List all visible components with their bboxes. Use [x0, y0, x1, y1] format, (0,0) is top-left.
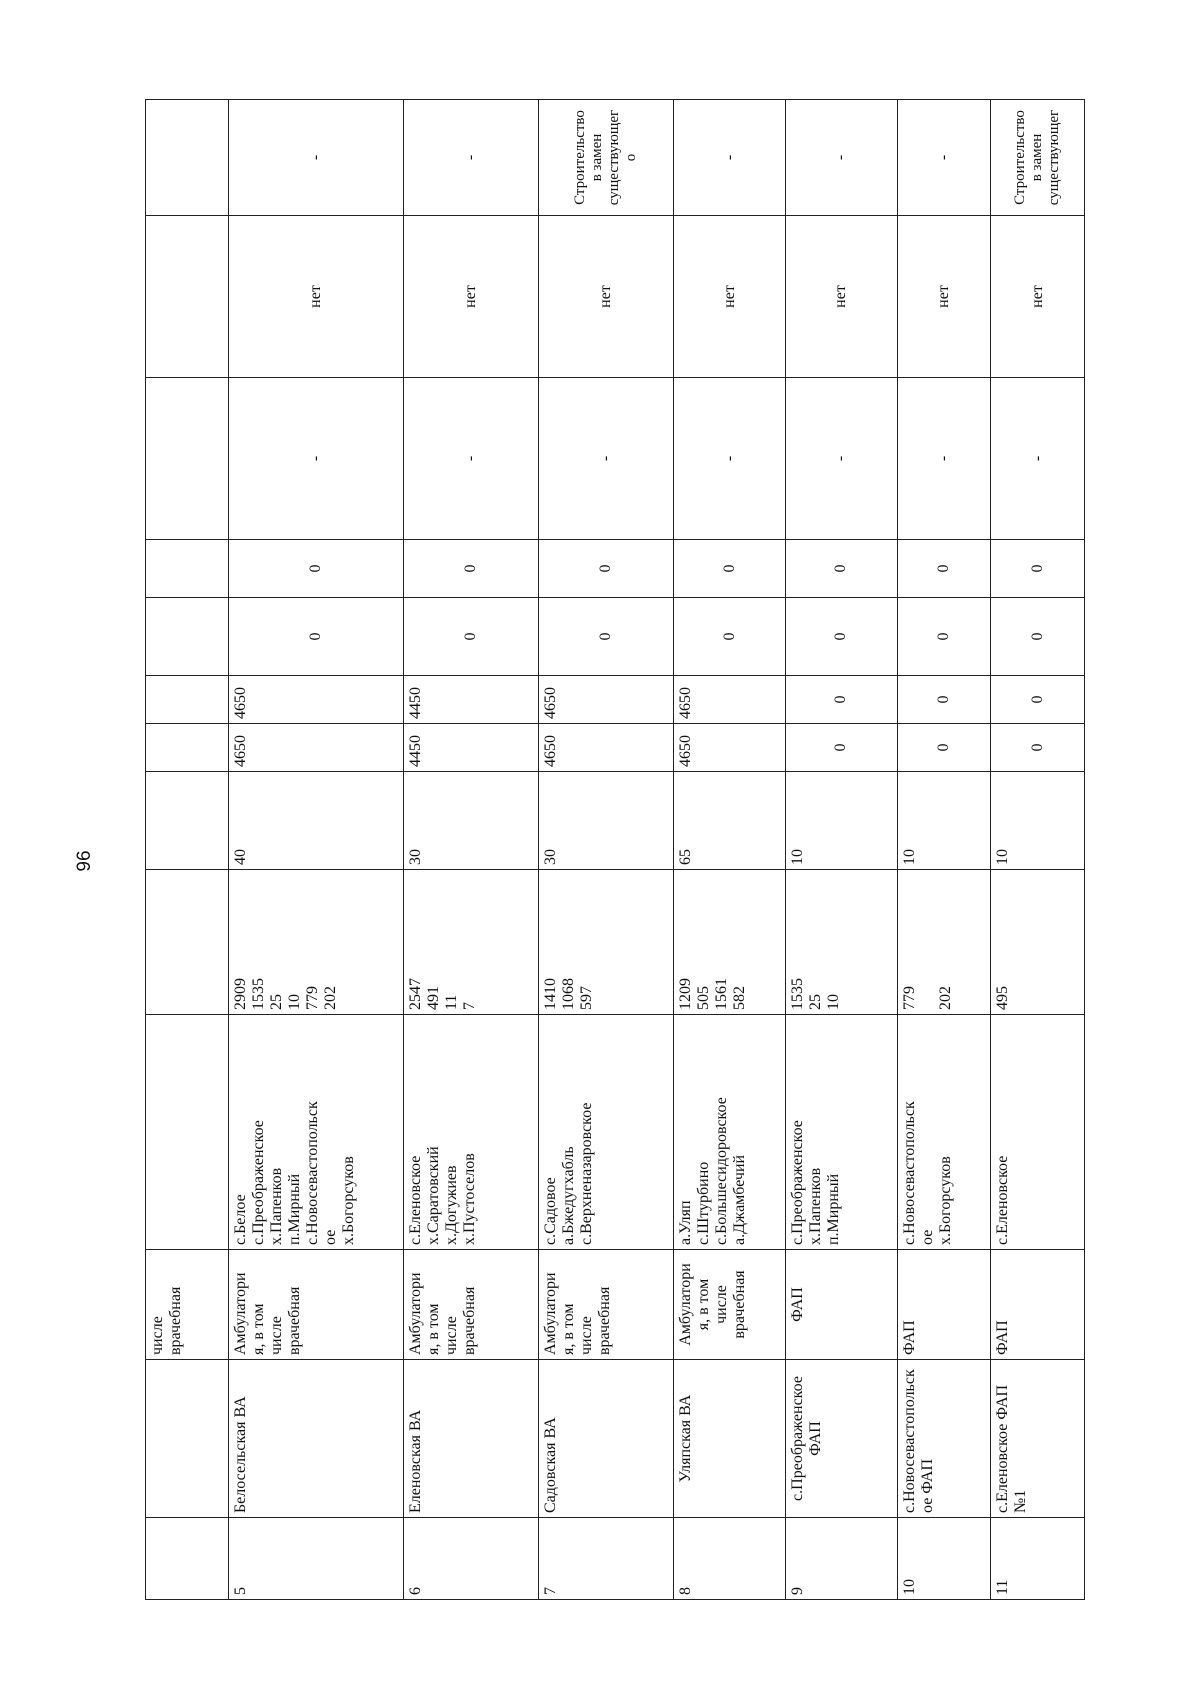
value-d: 0 — [786, 540, 898, 598]
table-cell — [146, 1360, 229, 1518]
population: 1535 25 10 — [786, 870, 898, 1015]
facility-name: Еленовская ВА — [404, 1360, 539, 1518]
value-d: 0 — [991, 540, 1085, 598]
facility-type: Амбулатори я, в том числе врачебная — [539, 1250, 674, 1360]
value-b: 0 — [991, 676, 1085, 724]
value-g: Строительство в замен существующег о — [539, 100, 674, 216]
table-row — [897, 100, 991, 1600]
settlements: с.Белое с.Преображенское х.Папенков п.Мирный с.Новосевастопольск ое х.Богорсуков — [228, 1015, 403, 1250]
facility-name: Уляпская ВА — [674, 1360, 786, 1518]
table-cell — [146, 676, 229, 724]
rotated-table-wrapper — [145, 100, 1085, 1600]
facility-type: Амбулатори я, в том числе врачебная — [404, 1250, 539, 1360]
table-cell — [146, 1015, 229, 1250]
table-row — [404, 100, 539, 1600]
population: 1209 505 1561 582 — [674, 870, 786, 1015]
value-f: нет — [897, 216, 991, 378]
table-row — [674, 100, 786, 1600]
row-number: 11 — [991, 1518, 1085, 1600]
settlements: с.Еленовское — [991, 1015, 1085, 1250]
value-g: - — [228, 100, 403, 216]
table-cell — [146, 724, 229, 772]
value-b: 4450 — [404, 676, 539, 724]
value-f: нет — [539, 216, 674, 378]
population: 2547 491 11 7 — [404, 870, 539, 1015]
value-e: - — [404, 378, 539, 540]
facility-type: Амбулатори я, в том числе врачебная — [228, 1250, 403, 1360]
value-a: 4450 — [404, 724, 539, 772]
value-c: 0 — [404, 598, 539, 676]
settlements: а.Уляп с.Штурбино с.Большесидоровское а.Джамбечий — [674, 1015, 786, 1250]
value-a: 0 — [897, 724, 991, 772]
value-d: 0 — [897, 540, 991, 598]
capacity: 10 — [786, 772, 898, 870]
value-b: 4650 — [539, 676, 674, 724]
value-c: 0 — [539, 598, 674, 676]
settlements: с.Еленовское х.Саратовский х.Догужиев х.Пустоселов — [404, 1015, 539, 1250]
facility-type: ФАП — [897, 1250, 991, 1360]
settlements: с.Садовое а.Бжедугхабль с.Верхненазаровское — [539, 1015, 674, 1250]
value-b: 4650 — [228, 676, 403, 724]
facility-name: с.Преображенское ФАП — [786, 1360, 898, 1518]
table-cell — [146, 216, 229, 378]
page-number: 96 — [74, 850, 95, 872]
table-cell — [146, 378, 229, 540]
capacity: 10 — [897, 772, 991, 870]
table-row — [786, 100, 898, 1600]
value-c: 0 — [674, 598, 786, 676]
table-row — [146, 100, 229, 1600]
value-g: - — [897, 100, 991, 216]
value-g: - — [786, 100, 898, 216]
capacity: 65 — [674, 772, 786, 870]
facility-type: Амбулатори я, в том числе врачебная — [674, 1250, 786, 1360]
table-row — [228, 100, 403, 1600]
table-cell — [146, 100, 229, 216]
value-f: нет — [786, 216, 898, 378]
value-d: 0 — [404, 540, 539, 598]
value-a: 4650 — [539, 724, 674, 772]
facility-name: с.Новосевастопольск ое ФАП — [897, 1360, 991, 1518]
value-f: нет — [404, 216, 539, 378]
value-f: нет — [228, 216, 403, 378]
facility-name: Садовская ВА — [539, 1360, 674, 1518]
facility-name: Белосельская ВА — [228, 1360, 403, 1518]
table-row — [539, 100, 674, 1600]
value-a: 4650 — [228, 724, 403, 772]
row-number: 8 — [674, 1518, 786, 1600]
value-c: 0 — [228, 598, 403, 676]
table-cell — [146, 870, 229, 1015]
facility-type: ФАП — [786, 1250, 898, 1360]
population: 2909 1535 25 10 779 202 — [228, 870, 403, 1015]
row-number: 7 — [539, 1518, 674, 1600]
facilities-table — [145, 99, 1085, 1600]
value-b: 0 — [786, 676, 898, 724]
value-c: 0 — [897, 598, 991, 676]
population: 1410 1068 597 — [539, 870, 674, 1015]
value-b: 0 — [897, 676, 991, 724]
value-a: 4650 — [674, 724, 786, 772]
value-d: 0 — [674, 540, 786, 598]
value-g: - — [674, 100, 786, 216]
value-f: нет — [991, 216, 1085, 378]
value-a: 0 — [991, 724, 1085, 772]
value-d: 0 — [228, 540, 403, 598]
table-row — [991, 100, 1085, 1600]
value-a: 0 — [786, 724, 898, 772]
settlements: с.Новосевастопольск ое х.Богорсуков — [897, 1015, 991, 1250]
value-g: - — [404, 100, 539, 216]
table-cell — [146, 598, 229, 676]
facility-type-header-tail: числе врачебная — [146, 1250, 229, 1360]
table-cell — [146, 772, 229, 870]
row-number: 5 — [228, 1518, 403, 1600]
value-c: 0 — [786, 598, 898, 676]
settlements: с.Преображенское х.Папенков п.Мирный — [786, 1015, 898, 1250]
row-number: 6 — [404, 1518, 539, 1600]
value-d: 0 — [539, 540, 674, 598]
value-g: Строительство в замен существующег — [991, 100, 1085, 216]
value-e: - — [897, 378, 991, 540]
value-c: 0 — [991, 598, 1085, 676]
facility-type: ФАП — [991, 1250, 1085, 1360]
value-b: 4650 — [674, 676, 786, 724]
population: 779 202 — [897, 870, 991, 1015]
value-e: - — [786, 378, 898, 540]
population: 495 — [991, 870, 1085, 1015]
row-number: 10 — [897, 1518, 991, 1600]
capacity: 30 — [539, 772, 674, 870]
value-e: - — [539, 378, 674, 540]
value-f: нет — [674, 216, 786, 378]
capacity: 10 — [991, 772, 1085, 870]
capacity: 40 — [228, 772, 403, 870]
value-e: - — [991, 378, 1085, 540]
table-cell — [146, 1518, 229, 1600]
facility-name: с.Еленовское ФАП №1 — [991, 1360, 1085, 1518]
table-cell — [146, 540, 229, 598]
row-number: 9 — [786, 1518, 898, 1600]
value-e: - — [674, 378, 786, 540]
capacity: 30 — [404, 772, 539, 870]
value-e: - — [228, 378, 403, 540]
